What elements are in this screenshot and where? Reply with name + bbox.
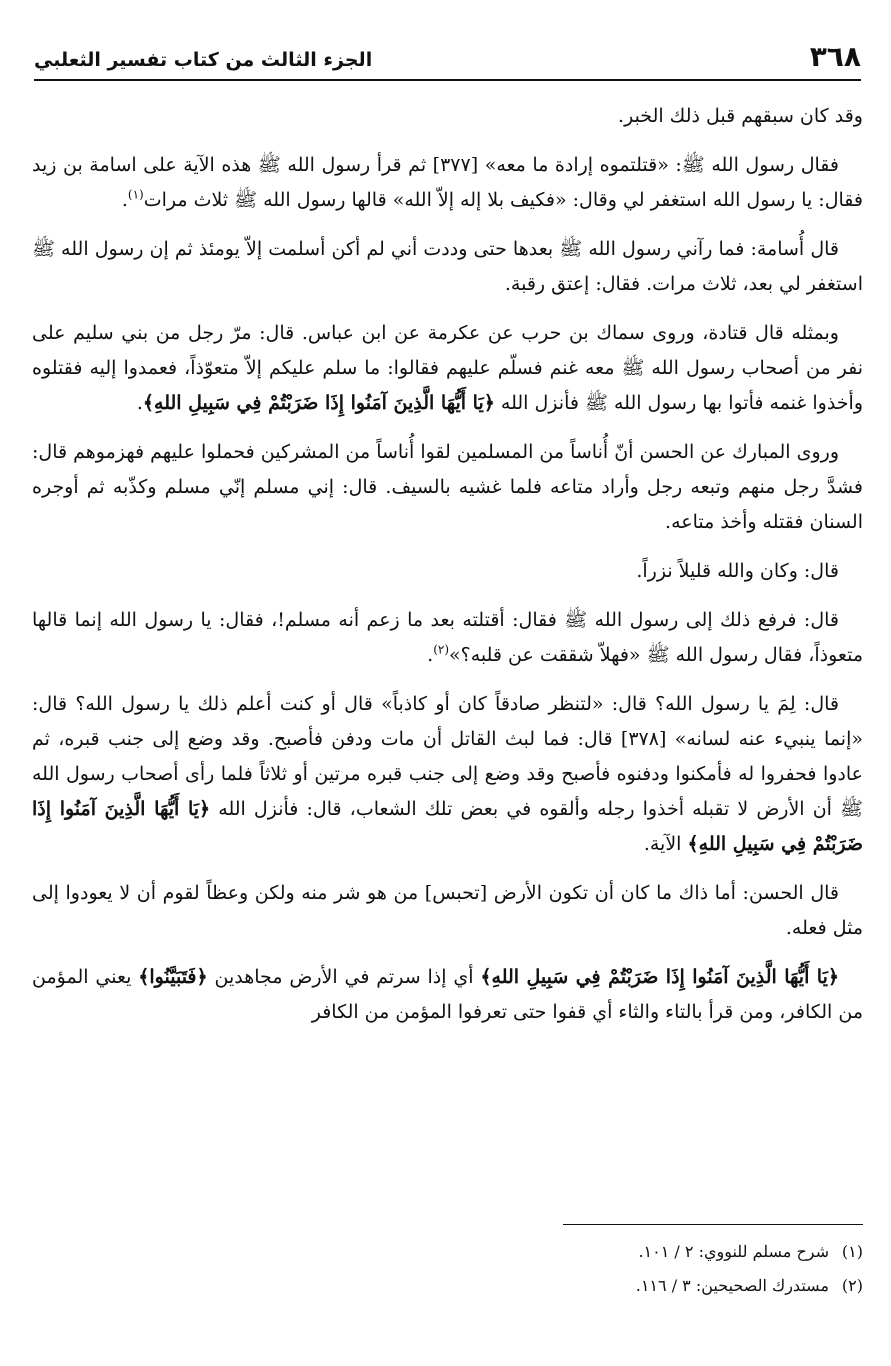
text-segment: قال: لِمَ يا رسول الله؟ قال: «لتنظر صادقاً كان أو كاذباً» قال أو كنت أعلم ذلك يا رسول الله؟ قال: «إنما ينبيء عنه لسانه» [٣٧٨] قال: فما لبث القاتل أن مات ودفن فأصبح. وقد وضع إلى جنب قبره، ثم عادوا فحفروا له فأمكنوا ودفنوه فأصبح وقد وضع إلى جنب قبره مرتين أو ثلاثاً فلما رأى أصحاب رسول الله ﷺ أن الأرض لا تقبله أخذوا رجله وألقوه في بعض تلك الشعاب، قال: فأنزل الله <box>32 693 863 820</box>
footnote-marker: (٢) <box>433 642 450 657</box>
text-segment: وروى المبارك عن الحسن أنّ أُناساً من المسلمين لقوا أُناساً من المشركين فحملوا عليهم فهزموهم قال: فشدَّ رجل منهم وتبعه رجل وأراد متاعه فلما غشيه بالسيف. قال: إني مسلم إنّي مسلم وكذّبه ثم أوجره السنان فقتله وأخذ متاعه. <box>32 441 863 533</box>
text-segment: وقد كان سبقهم قبل ذلك الخبر. <box>618 105 863 127</box>
paragraph <box>32 603 863 673</box>
text-segment: قال: فرفع ذلك إلى رسول الله ﷺ فقال: أقتلته بعد ما زعم أنه مسلم!، فقال: يا رسول الله إنما قالها متعوذاً، فقال رسول الله ﷺ «فهلاّ شققت عن قلبه؟» <box>32 609 863 666</box>
text-segment: أي إذا سرتم في الأرض مجاهدين <box>207 966 481 988</box>
footnote-divider <box>563 1224 863 1225</box>
footnote-number: (١) <box>841 1242 863 1261</box>
text-segment: . <box>121 189 128 211</box>
footnote <box>563 1235 863 1269</box>
paragraph <box>32 99 863 134</box>
text-segment: يعني المؤمن من الكافر، ومن قرأ بالتاء والثاء أي قفوا حتى تعرفوا المؤمن من الكافر <box>32 966 863 1023</box>
text-segment: . <box>427 644 434 666</box>
quran-verse: ﴿يَا أَيُّهَا الَّذِينَ آمَنُوا إِذَا ضَرَبْتُمْ فِي سَبِيلِ اللهِ﴾ <box>142 392 495 414</box>
paragraph <box>32 687 863 862</box>
footnote-marker: (١) <box>127 187 144 202</box>
paragraph <box>32 960 863 1030</box>
text-segment: الآية. <box>643 833 688 855</box>
page-header <box>34 40 861 81</box>
quran-verse: ﴿فَتَبَيَّنُوا﴾ <box>138 966 208 988</box>
text-segment: فقال رسول الله ﷺ: «قتلتموه إرادة ما معه» [٣٧٧] ثم قرأ رسول الله ﷺ هذه الآية على اسامة بن زيد فقال: يا رسول الله استغفر لي وقال: «فكيف بلا إله إلاّ الله» قالها رسول الله ﷺ ثلاث مرات <box>32 154 863 211</box>
paragraph <box>32 435 863 540</box>
text-segment: وبمثله قال قتادة، وروى سماك بن حرب عن عكرمة عن ابن عباس. قال: مرّ رجل من بني سليم على نفر من أصحاب رسول الله ﷺ معه غنم فسلّم عليهم فقالوا: ما سلم عليكم إلاّ متعوّذاً، فعمدوا إليه فقتلوه وأخذوا غنمه فأتوا بها رسول الله ﷺ فأنزل الله <box>32 322 863 414</box>
running-title: الجزء الثالث من كتاب تفسير الثعلبي <box>34 49 373 71</box>
text-segment: قال أُسامة: فما رآني رسول الله ﷺ بعدها حتى وددت أني لم أكن أسلمت إلاّ يومئذ ثم إن رسول الله ﷺ استغفر لي بعد، ثلاث مرات. فقال: إعتق رقبة. <box>32 238 863 295</box>
paragraph <box>32 316 863 421</box>
paragraph <box>32 876 863 946</box>
footnote-number: (٢) <box>841 1276 863 1295</box>
paragraph <box>32 554 863 589</box>
footnote-text: مستدرك الصحيحين: ٣ / ١١٦. <box>635 1276 829 1295</box>
footnote <box>563 1269 863 1303</box>
page-number: ٣٦٨ <box>809 40 861 73</box>
quran-verse: ﴿يَا أَيُّهَا الَّذِينَ آمَنُوا إِذَا ضَرَبْتُمْ فِي سَبِيلِ اللهِ﴾ <box>480 966 839 988</box>
footnotes <box>563 1224 863 1303</box>
paragraph <box>32 148 863 218</box>
footnote-text: شرح مسلم للنووي: ٢ / ١٠١. <box>638 1242 829 1261</box>
quran-verse: ﴿يَا أَيُّهَا الَّذِينَ آمَنُوا إِذَا ضَرَبْتُمْ فِي سَبِيلِ اللهِ﴾ <box>32 798 863 855</box>
text-segment: قال الحسن: أما ذاك ما كان أن تكون الأرض [تحبس] من هو شر منه ولكن وعظاً لقوم أن لا يعودوا إلى مثل فعله. <box>32 882 863 939</box>
main-text <box>32 99 863 1030</box>
text-segment: قال: وكان والله قليلاً نزراً. <box>636 560 839 582</box>
text-segment: . <box>136 392 143 414</box>
paragraph <box>32 232 863 302</box>
